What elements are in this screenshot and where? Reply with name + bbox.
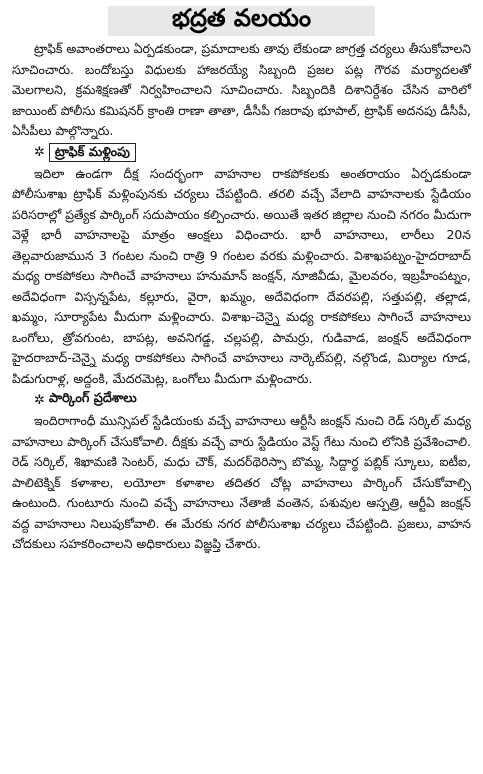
traffic-diversion-paragraph: ఇదిలా ఉండగా దీక్ష సందర్భంగా వాహనాల రాకపోకలకు అంతరాయం ఏర్పడకుండా పోలీసుశాఖ ట్రాఫిక్ మళ్లింపునకు చర్యలు చేపట్టింది. తరలి వచ్చే వేలాది వాహనాలకు స్టేడియం పరిసరాల్లో ప్రత్యేక పార్కింగ్ సదుపాయం కల్పించారు. అయితే ఇతర జిల్లాల నుంచి నగరం మీదుగా వెళ్లే భారీ వాహనాలపై మాత్రం ఆంక్షలు విధించారు. భారీ వాహనాలు, లారీలు 20న తెల్లవారుజామున 3 గంటల నుంచి రాత్రి 9 గంటల వరకు మళ్లించారు. విశాఖపట్నం-హైదరాబాద్ మధ్య రాకపోకలు సాగించే వాహనాలు హనుమాన్ జంక్షన్, నూజివీడు, మైలవరం, ఇబ్రహీంపట్నం, అదేవిధంగా విస్సన్నపేట, కల్లూరు, వైరా, ఖమ్మం, అదేవిధంగా దేవరపల్లి, సత్తుపల్లి, తల్లాడ, ఖమ్మం, సూర్యాపేట మీదుగా మళ్లించారు. విశాఖ-చెన్నై మధ్య రాకపోకలు సాగించే వాహనాలు ఒంగోలు, త్రోవగుంట, బాపట్ల, అవనిగడ్డ, చల్లపల్లి, పామర్రు, గుడివాడ, జంక్షన్ అదేవిధంగా హైదరాబాద్-చెన్నై మధ్య రాకపోకలు సాగించే వాహనాలు నార్కెట్‌పల్లి, నల్గొండ, మిర్యాల గూడ, పిడుగురాళ్ల, అద్దంకి, మేదరమెట్ల, ఒంగోలు మీదుగా మళ్లించారు. xyxy=(12,165,471,386)
title-row xyxy=(12,6,471,36)
star-bullet-icon: ✲ xyxy=(34,392,45,408)
parking-areas-paragraph: ఇందిరాగాంధీ మున్సిపల్ స్టేడియంకు వచ్చే వాహనాలు ఆర్టీసీ జంక్షన్ నుంచి రెడ్ సర్కిల్ మధ్య వాహనాలు పార్కింగ్ చేసుకోవాలి. దీక్షకు వచ్చే వారు స్టేడియం వెస్ట్ గేటు నుంచి లోనికి ప్రవేశించాలి. రెడ్ సర్కిల్, శిఖామణి సెంటర్, మధు చౌక్, మదర్‌థెరిస్సా బొమ్మ, సిద్దార్థ పబ్లిక్ స్కూలు, ఐటీఐ, పాలిటెక్నిక్ కళాశాల, లయోలా కళాశాల తదితర చోట్ల వాహనాలు పార్కింగ్ చేసుకోవాల్సి ఉంటుంది. గుంటూరు నుంచి వచ్చే వాహనాలు నేతాజీ వంతెన, పశువుల ఆస్పత్రి, ఆర్టీఏ జంక్షన్ వద్ద వాహనాలు నిలుపుకోవాలి. ఈ మేరకు నగర పోలీసుశాఖ చర్యలు చేపట్టింది. ప్రజలు, వాహన చోదకులు సహకరించాలని అధికారులు విజ్ఞప్తి చేశారు. xyxy=(12,413,471,551)
section-heading-label: పార్కింగ్ ప్రదేశాలు xyxy=(48,391,137,406)
article-title: భద్రత వలయం xyxy=(108,6,375,36)
star-bullet-icon: ✲ xyxy=(34,145,45,160)
intro-paragraph: ట్రాఫిక్ అవాంతరాలు ఏర్పడకుండా, ప్రమాదాలకు తావు లేకుండా జాగ్రత్త చర్యలు తీసుకోవాలని సూచించారు. బందోబస్తు విధులకు హాజరయ్యే సిబ్బంది ప్రజల పట్ల గౌరవ మర్యాదలతో మెలగాలని, క్రమశిక్షణతో నిర్వహించాలని సూచించారు. సిబ్బందికి దిశానిర్దేశం చేసిన వారిలో జాయింట్ పోలీసు కమిషనర్ క్రాంతి రాణా తాతా, డీసీపీ గజరావు భూపాల్, ట్రాఫిక్ అదనపు డీసీపీ, ఏసీపీలు పాల్గొన్నారు. xyxy=(12,41,471,138)
section-heading-label: ట్రాఫిక్ మళ్లింపు xyxy=(49,143,136,162)
section-heading-traffic-diversion xyxy=(34,142,471,164)
section-heading-parking-areas xyxy=(34,389,471,411)
